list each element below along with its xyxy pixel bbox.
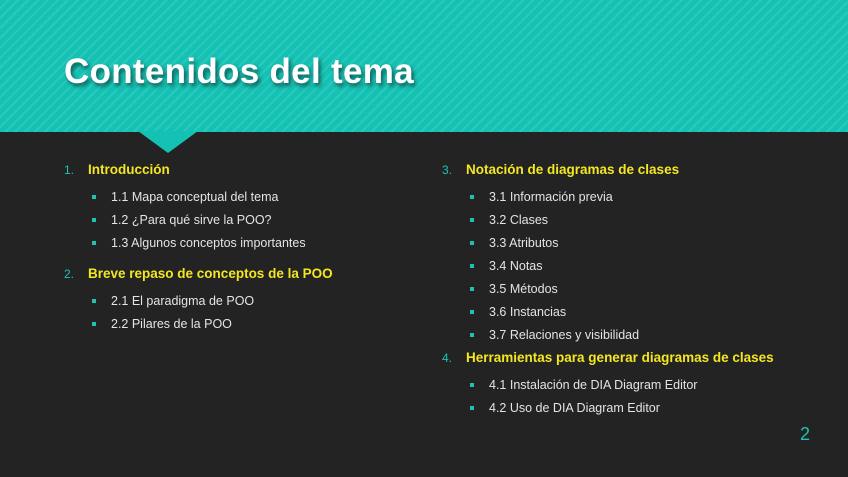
square-bullet-icon (470, 287, 474, 291)
section-number: 1. (64, 163, 75, 177)
section-item-list (442, 373, 822, 419)
section-number: 3. (442, 163, 453, 177)
contents-left-column (64, 158, 424, 335)
list-item (64, 185, 424, 208)
list-item (442, 208, 822, 231)
section-item-list (442, 185, 822, 346)
section-item-list (64, 289, 424, 335)
list-item (442, 323, 822, 346)
square-bullet-icon (470, 406, 474, 410)
list-item-label: 2.2 Pilares de la POO (111, 316, 232, 331)
list-item-label: 3.3 Atributos (489, 235, 559, 250)
section-heading (442, 346, 822, 369)
list-item-label: 1.1 Mapa conceptual del tema (111, 189, 279, 204)
list-item (64, 289, 424, 312)
square-bullet-icon (470, 333, 474, 337)
list-item (64, 231, 424, 254)
list-item-label: 3.5 Métodos (489, 281, 558, 296)
section-number: 4. (442, 351, 453, 365)
section-heading (64, 158, 424, 181)
list-item-label: 3.2 Clases (489, 212, 549, 227)
list-item (442, 300, 822, 323)
list-item (442, 396, 822, 419)
contents-right-column (442, 158, 822, 419)
square-bullet-icon (92, 322, 96, 326)
list-item (442, 277, 822, 300)
list-item-label: 3.4 Notas (489, 258, 543, 273)
list-item (442, 231, 822, 254)
square-bullet-icon (92, 299, 96, 303)
list-item-label: 3.6 Instancias (489, 304, 567, 319)
section-title: Herramientas para generar diagramas de clases (466, 350, 774, 365)
list-item-label: 4.1 Instalación de DIA Diagram Editor (489, 377, 698, 392)
square-bullet-icon (470, 264, 474, 268)
section-item-list (64, 185, 424, 254)
list-item (442, 254, 822, 277)
list-item-label: 4.2 Uso de DIA Diagram Editor (489, 400, 660, 415)
square-bullet-icon (92, 218, 96, 222)
square-bullet-icon (470, 383, 474, 387)
slide-title: Contenidos del tema (64, 52, 414, 91)
list-item (64, 208, 424, 231)
section-heading (442, 158, 822, 181)
square-bullet-icon (470, 241, 474, 245)
section-title: Notación de diagramas de clases (466, 162, 680, 177)
header-notch-decoration (138, 131, 198, 153)
section-title: Breve repaso de conceptos de la POO (88, 266, 333, 281)
square-bullet-icon (470, 310, 474, 314)
list-item (442, 373, 822, 396)
list-item-label: 3.1 Información previa (489, 189, 613, 204)
list-item-label: 1.3 Algunos conceptos importantes (111, 235, 306, 250)
square-bullet-icon (92, 195, 96, 199)
section-heading (64, 262, 424, 285)
square-bullet-icon (470, 195, 474, 199)
square-bullet-icon (92, 241, 96, 245)
list-item (442, 185, 822, 208)
section-title: Introducción (88, 162, 170, 177)
list-item (64, 312, 424, 335)
list-item-label: 1.2 ¿Para qué sirve la POO? (111, 212, 272, 227)
square-bullet-icon (470, 218, 474, 222)
section-number: 2. (64, 267, 75, 281)
list-item-label: 2.1 El paradigma de POO (111, 293, 255, 308)
list-item-label: 3.7 Relaciones y visibilidad (489, 327, 640, 342)
page-number: 2 (799, 424, 810, 444)
